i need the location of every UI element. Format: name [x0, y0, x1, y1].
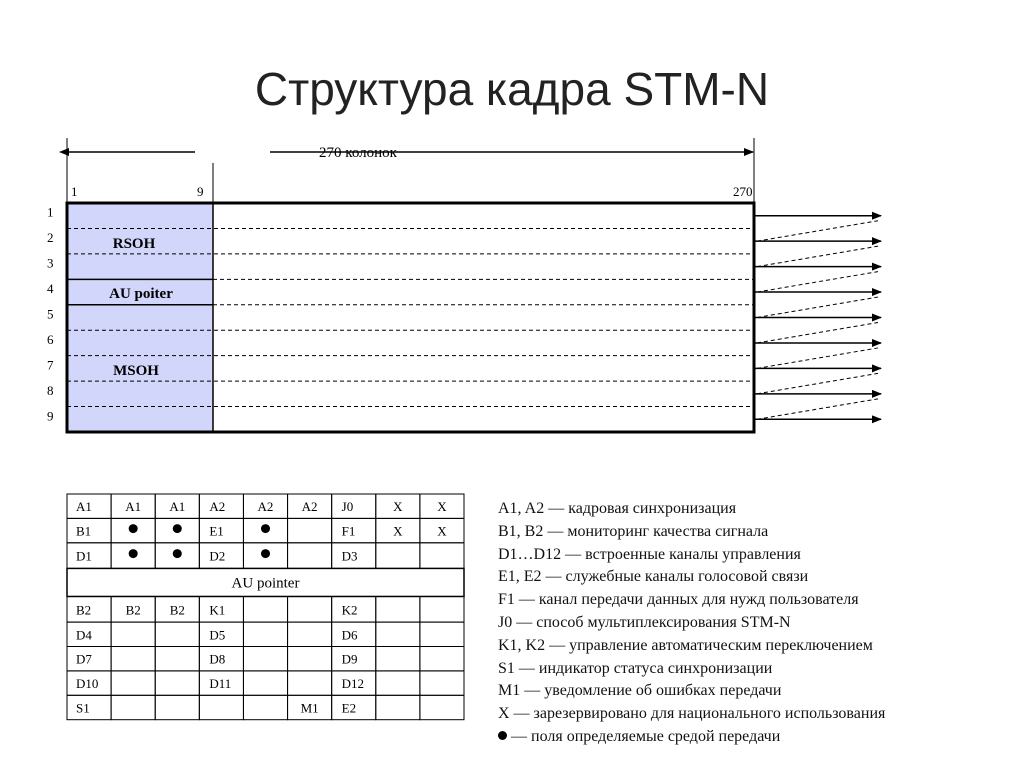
- media-dependent-dot: [173, 549, 182, 558]
- table-cell-text: B2: [125, 602, 141, 618]
- table-cell: [243, 647, 287, 671]
- table-cell-text: D7: [76, 651, 92, 667]
- table-cell: [243, 671, 287, 695]
- legend-text: E1, E2 — служебные каналы голосовой связи: [498, 568, 809, 586]
- row-label-4: 4: [47, 281, 54, 297]
- table-cell-text: X: [437, 499, 447, 515]
- col-label-9: 9: [197, 184, 204, 199]
- row-wrap-dashed: [757, 373, 878, 393]
- row-label-5: 5: [47, 306, 54, 322]
- table-cell-text: A2: [209, 499, 226, 515]
- legend-text: X — зарезервировано для национального использования: [498, 705, 886, 723]
- table-cell-text: E2: [341, 700, 357, 716]
- legend-item: [498, 726, 885, 749]
- table-cell-text: A1: [169, 499, 186, 515]
- row-wrap-dashed: [757, 272, 878, 292]
- row-wrap-dashed: [757, 221, 878, 241]
- legend-item: [498, 521, 885, 544]
- au-pointer-cell: AU pointer: [231, 575, 300, 592]
- table-cell: [288, 671, 332, 695]
- row-label-3: 3: [47, 255, 54, 271]
- table-cell-text: S1: [76, 700, 90, 716]
- legend-item: [498, 498, 885, 521]
- table-cell: [155, 622, 199, 646]
- legend-item: [498, 635, 885, 658]
- table-cell: [420, 596, 464, 622]
- table-cell: [111, 647, 155, 671]
- slide-title: Структура кадра STM-N: [254, 63, 770, 115]
- msoh-label: MSOH: [113, 363, 159, 379]
- table-cell: [376, 695, 420, 719]
- bullet-dot-icon: [498, 731, 507, 740]
- legend-text: J0 — способ мультиплексирования STM-N: [498, 613, 791, 631]
- table-cell-text: F1: [341, 523, 356, 539]
- width-label: 270 колонок: [319, 145, 397, 161]
- legend-text: M1 — уведомление об ошибках передачи: [498, 682, 782, 700]
- row-wrap-dashed: [757, 399, 878, 419]
- table-cell-text: A1: [125, 499, 142, 515]
- table-cell: [243, 695, 287, 719]
- table-cell-text: E1: [209, 523, 224, 539]
- table-cell-text: D2: [209, 548, 226, 564]
- row-wrap-dashed: [757, 348, 878, 368]
- legend-item: [498, 544, 885, 567]
- legend-item: [498, 566, 885, 589]
- table-cell-text: K1: [209, 602, 226, 618]
- table-cell-text: D5: [209, 627, 226, 643]
- table-cell: [111, 695, 155, 719]
- row-wrap-dashed: [757, 297, 878, 317]
- table-cell: [288, 543, 332, 569]
- legend-item: [498, 612, 885, 635]
- table-cell: [376, 671, 420, 695]
- legend-text: — поля определяемые средой передачи: [511, 727, 781, 745]
- table-cell-text: K2: [341, 602, 358, 618]
- rsoh-label: RSOH: [112, 236, 156, 252]
- table-cell: [155, 647, 199, 671]
- table-cell: [155, 671, 199, 695]
- legend-text: F1 — канал передачи данных для нужд пользователя: [498, 591, 859, 609]
- table-cell: [376, 543, 420, 569]
- media-dependent-dot: [129, 524, 138, 533]
- row-label-1: 1: [47, 204, 54, 220]
- table-cell: [420, 671, 464, 695]
- table-cell: [376, 647, 420, 671]
- table-cell-text: A2: [257, 499, 274, 515]
- media-dependent-dot: [173, 524, 182, 533]
- table-cell: [155, 695, 199, 719]
- table-cell-text: D8: [209, 651, 226, 667]
- table-cell: [376, 622, 420, 646]
- table-cell-text: B2: [169, 602, 185, 618]
- table-cell: [420, 543, 464, 569]
- legend-item: [498, 589, 885, 612]
- table-cell: [376, 596, 420, 622]
- table-cell-text: D3: [341, 548, 358, 564]
- table-cell-text: D10: [76, 676, 99, 692]
- table-cell: [420, 695, 464, 719]
- row-label-7: 7: [47, 357, 54, 373]
- row-label-8: 8: [47, 382, 54, 398]
- table-cell-text: B1: [76, 523, 92, 539]
- table-cell-text: A1: [76, 499, 92, 515]
- table-cell: [288, 596, 332, 622]
- row-wrap-dashed: [757, 246, 878, 266]
- col-label-1: 1: [71, 184, 78, 199]
- media-dependent-dot: [261, 524, 270, 533]
- legend-item: [498, 703, 885, 726]
- au-pointer-label: AU poiter: [109, 286, 173, 302]
- table-cell-text: X: [393, 523, 403, 539]
- legend-text: K1, K2 — управление автоматическим переключением: [498, 636, 873, 654]
- table-cell-text: X: [437, 523, 447, 539]
- table-cell-text: A2: [301, 499, 318, 515]
- table-cell: [420, 622, 464, 646]
- table-cell: [288, 622, 332, 646]
- table-cell-text: D12: [341, 676, 365, 692]
- media-dependent-dot: [261, 549, 270, 558]
- table-cell: [332, 494, 376, 518]
- table-cell: [420, 647, 464, 671]
- media-dependent-dot: [129, 549, 138, 558]
- table-cell-text: B2: [76, 602, 92, 618]
- table-cell-text: D9: [341, 651, 358, 667]
- row-label-6: 6: [47, 331, 54, 347]
- legend-text: D1…D12 — встроенные каналы управления: [498, 545, 801, 563]
- table-cell: [243, 596, 287, 622]
- legend-item: [498, 658, 885, 681]
- row-label-2: 2: [47, 230, 54, 246]
- table-cell: [243, 622, 287, 646]
- col-label-270: 270: [733, 184, 753, 199]
- table-cell: [288, 518, 332, 542]
- row-wrap-dashed: [757, 323, 878, 343]
- table-cell-text: D11: [209, 676, 232, 692]
- table-cell: [111, 622, 155, 646]
- table-cell-text: M1: [300, 700, 319, 716]
- legend: [498, 498, 885, 749]
- legend-text: A1, A2 — кадровая синхронизация: [498, 500, 737, 517]
- table-cell-text: X: [393, 499, 403, 515]
- row-label-9: 9: [47, 408, 54, 424]
- table-cell-text: D4: [76, 627, 92, 643]
- table-cell: [288, 647, 332, 671]
- legend-text: B1, B2 — мониторинг качества сигнала: [498, 522, 769, 540]
- table-cell-text: J0: [341, 499, 354, 515]
- table-cell: [111, 671, 155, 695]
- legend-text: S1 — индикатор статуса синхронизации: [498, 659, 773, 677]
- table-cell-text: D6: [341, 627, 358, 643]
- legend-item: [498, 680, 885, 703]
- table-cell-text: D1: [76, 548, 92, 564]
- table-cell: [199, 695, 243, 719]
